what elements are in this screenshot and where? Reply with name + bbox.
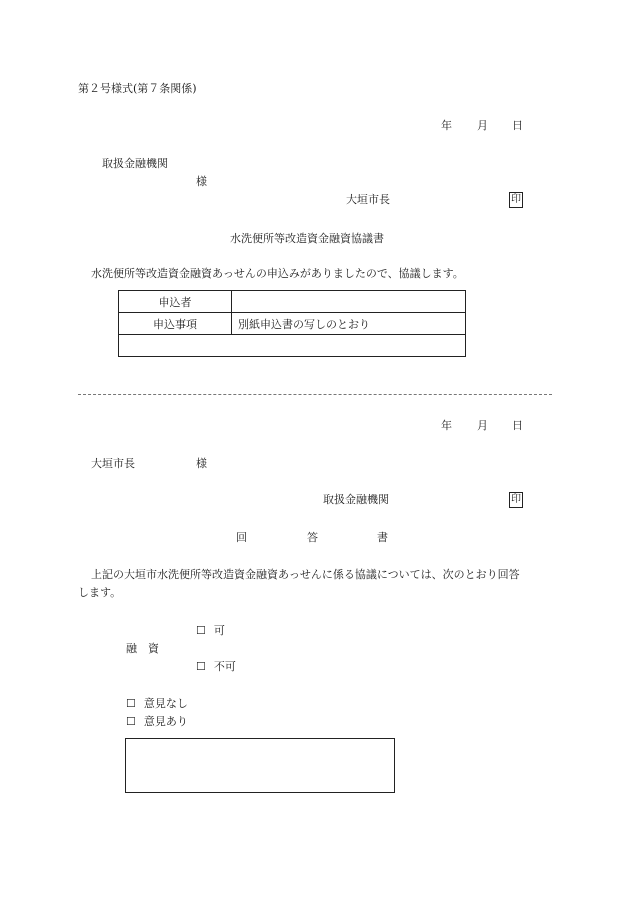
seal-mark-1: 印: [509, 192, 523, 208]
recipient-honorific: 様: [196, 175, 207, 188]
recipient-honorific-2: 様: [196, 457, 207, 470]
opinion-present-option[interactable]: [126, 715, 188, 729]
recipient-bank: 取扱金融機関: [102, 157, 168, 170]
opinion-none-label: 意見なし: [143, 697, 188, 710]
date-year-label-2: 年: [441, 419, 452, 432]
date-month-label-2: 月: [477, 419, 488, 432]
seal-mark-2: 印: [509, 492, 523, 508]
table-row: [119, 313, 466, 335]
document-title-1: 水洗便所等改造資金融資協議書: [230, 232, 384, 245]
reply-title-char: 書: [377, 531, 388, 544]
table-cell-value: [232, 291, 466, 313]
date-year-label-1: 年: [441, 119, 452, 132]
table-cell-value: 別紙申込書の写しのとおり: [232, 313, 466, 335]
date-day-label-2: 日: [512, 419, 523, 432]
table-row: [119, 335, 466, 357]
sender-bank: 取扱金融機関: [323, 493, 389, 506]
table-cell-label: 申込者: [119, 291, 232, 313]
loan-option-deny[interactable]: [196, 660, 236, 674]
table-cell-empty: [119, 335, 466, 357]
table-cell-label: 申込事項: [119, 313, 232, 335]
cut-line-divider: [78, 394, 552, 395]
checkbox-icon[interactable]: ☐: [196, 624, 206, 637]
loan-label: 融 資: [126, 642, 159, 655]
reply-body-line-2: します。: [78, 586, 122, 599]
sender-mayor: 大垣市長: [346, 193, 390, 206]
consultation-body: 水洗便所等改造資金融資あっせんの申込みがありましたので、協議します。: [91, 267, 464, 280]
opinion-none-option[interactable]: [126, 697, 188, 711]
form-number: 第２号様式(第７条関係): [78, 82, 197, 95]
loan-option-deny-label: 不可: [213, 660, 236, 673]
date-month-label-1: 月: [477, 119, 488, 132]
loan-option-approve-label: 可: [213, 624, 225, 637]
loan-option-approve[interactable]: [196, 624, 225, 638]
reply-title-char: 回: [236, 531, 247, 544]
opinion-text-box[interactable]: [125, 738, 395, 793]
table-row: [119, 291, 466, 313]
opinion-present-label: 意見あり: [143, 715, 188, 728]
reply-title-char: 答: [307, 531, 318, 544]
reply-body-line-1: 上記の大垣市水洗便所等改造資金融資あっせんに係る協議については、次のとおり回答: [91, 568, 520, 581]
checkbox-icon[interactable]: ☐: [126, 715, 136, 728]
checkbox-icon[interactable]: ☐: [126, 697, 136, 710]
checkbox-icon[interactable]: ☐: [196, 660, 206, 673]
recipient-mayor: 大垣市長: [91, 457, 135, 470]
date-day-label-1: 日: [512, 119, 523, 132]
application-table: [118, 290, 466, 357]
